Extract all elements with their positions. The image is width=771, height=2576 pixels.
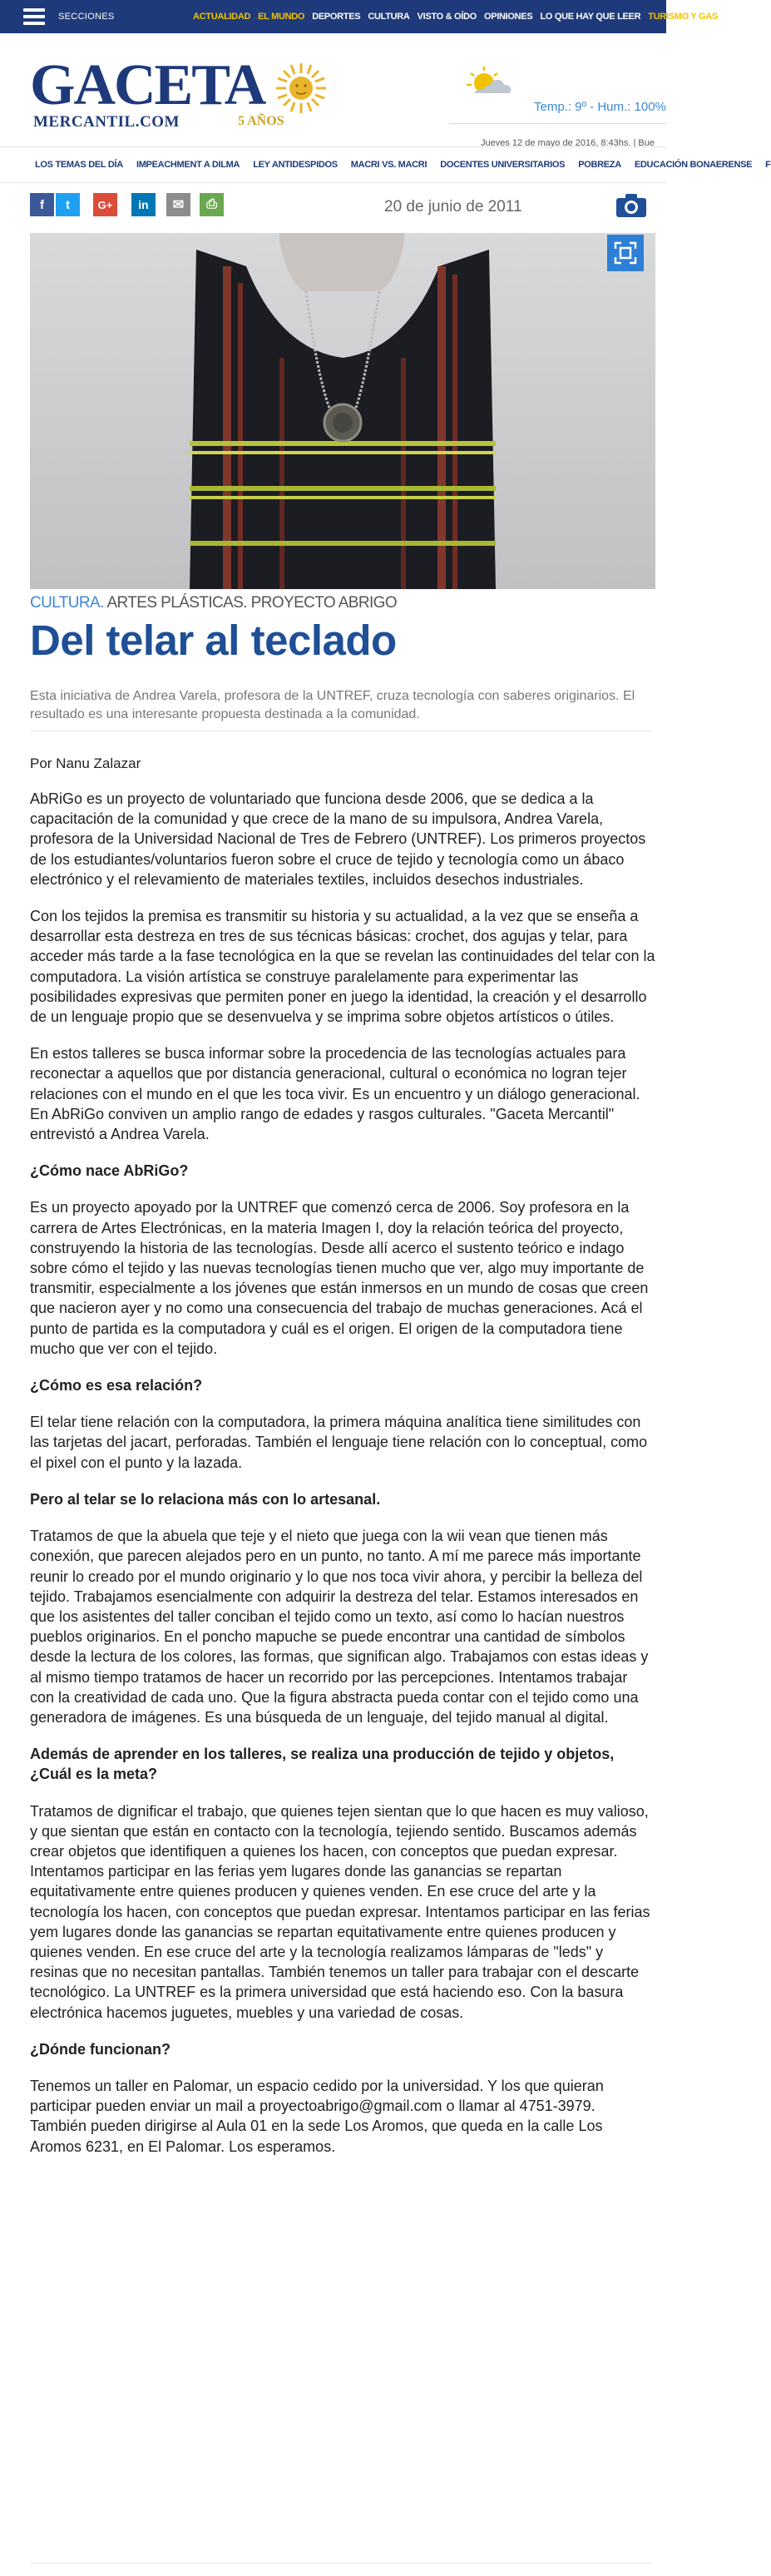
article-author: Por Nanu Zalazar [30, 755, 141, 771]
top-nav-link[interactable]: CULTURA [368, 12, 410, 22]
facebook-share-button[interactable] [30, 193, 54, 216]
body-paragraph: Tratamos de que la abuela que teje y el nieto que juega con la wii vean que tienen más conexión, que parecen alejados pero en un punto, no tanto. A mí me parece más importante reunir lo creado por el mundo originario y lo que nos toca vivir ahora, y percibir la belleza del tejido. Trabajamos esencialmente con adquirir la destreza del telar. Estamos interesados en que los asistentes del taller conciban el tejido como un texto, así como lo hacían nuestros pueblos originarios. En el poncho mapuche se puede encontrar una cantidad de símbolos desde la lectura de los colores, las formas, que significan algo. Trabajamos con estas ideas y al mismo tiempo tratamos de hacer un recorrido por las percepciones. Intentamos trabajar con la creatividad de cada uno. Que la figura abstracta pueda contar con el tejido como una generadora de imágenes. Es una búsqueda de un lenguaje, del tejido manual al digital. [30, 1528, 649, 1726]
facebook-icon: f [40, 197, 44, 212]
logo-anniversary: 5 AÑOS [238, 114, 284, 128]
category-link[interactable]: CULTURA. [30, 594, 104, 612]
linkedin-share-button[interactable] [131, 193, 156, 216]
top-nav [193, 0, 725, 33]
partly-sunny-icon [466, 65, 512, 95]
top-nav-link[interactable]: LO QUE HAY QUE LEER [540, 12, 641, 22]
top-nav-link[interactable]: ACTUALIDAD [193, 12, 251, 22]
topic-link[interactable]: LEY ANTIDESPIDOS [253, 160, 338, 170]
print-button[interactable] [200, 193, 224, 216]
secciones-label[interactable]: SECCIONES [58, 12, 115, 22]
article-tags[interactable]: ARTES PLÁSTICAS. PROYECTO ABRIGO [103, 594, 398, 612]
body-paragraph: En estos talleres se busca informar sobre la procedencia de las tecnologías actuales para reconectar a aquellos que por distancia generacional, cultural o económica no logran tejer relaciones con el mundo en el que les toca vivir. Es un encuentro y un diálogo generacional. En AbRiGo conviven un amplio rango de edades y rasgos culturales. "Gaceta Mercantil" entrevistó a Andrea Varela. [30, 1045, 640, 1143]
interview-question: Pero al telar se lo relaciona más con lo artesanal. [30, 1490, 381, 1508]
top-bar [0, 0, 718, 33]
twitter-share-button[interactable] [56, 193, 80, 216]
interview-question: ¿Dónde funcionan? [30, 2040, 171, 2058]
top-nav-link[interactable]: DEPORTES [312, 12, 361, 22]
topic-link[interactable]: POBREZA [578, 160, 621, 170]
twitter-icon: t [66, 197, 70, 212]
interview-question: ¿Cómo es esa relación? [30, 1377, 203, 1395]
top-nav-link[interactable]: VISTO & OÍDO [417, 12, 477, 22]
share-bar [30, 193, 655, 223]
topic-link[interactable]: DOCENTES UNIVERSITARIOS [440, 160, 566, 170]
interview-question: Además de aprender en los talleres, se realiza una producción de tejido y objetos, ¿Cuál es la meta? [30, 1746, 615, 1783]
body-paragraph: El telar tiene relación con la computadora, la primera máquina analítica tiene similitudes con las tarjetas del jacart, perforadas. También el lenguaje tiene relación con lo conceptual, como el pixel con el punto y la lazada. [30, 1414, 648, 1471]
email-icon: ✉ [172, 198, 185, 212]
linkedin-icon: in [138, 198, 149, 211]
camera-icon[interactable] [615, 193, 647, 218]
woven-dress-photo [30, 233, 655, 589]
hero-image [30, 233, 655, 589]
topics-nav [0, 146, 771, 183]
sun-logo-icon [274, 62, 328, 115]
topic-link[interactable]: IMPEACHMENT A DILMA [136, 160, 240, 170]
fullscreen-icon[interactable] [607, 235, 644, 271]
top-nav-link[interactable]: EL MUNDO [258, 12, 305, 22]
article-subtitle: Esta iniciativa de Andrea Varela, profesora de la UNTREF, cruza tecnología con saberes originarios. El resultado es una interesante propuesta destinada a la comunidad. [30, 689, 635, 721]
email-share-button[interactable] [166, 193, 190, 216]
weather-divider [449, 123, 666, 124]
top-nav-link[interactable]: OPINIONES [483, 12, 533, 22]
current-date: Jueves 12 de mayo de 2016, 8:43hs. | Bue [481, 138, 655, 148]
masthead [0, 33, 666, 146]
interview-question: ¿Cómo nace AbRiGo? [30, 1162, 189, 1180]
article-title: Del telar al teclado [30, 617, 397, 664]
body-paragraph: Es un proyecto apoyado por la UNTREF que comenzó cerca de 2006. Soy profesora en la carrera de Artes Electrónicas, en la materia Imagen I, doy la relación teórica del proyecto, construyendo la historia de las tecnologías. Desde allí acerco el sustento teórico e indago sobre cómo el tejido y las nuevas tecnologías tienen mucho que ver, algo muy importante de transmitir, especialmente a los jóvenes que están inmersos en un mundo de cosas que creen que nacieron ayer y no como una consecuencia del trabajo de muchas generaciones. Acá el punto de partida es la computadora y cuál es el origen. El origen de la computadora tiene mucho que ver con el tejido. [30, 1199, 649, 1357]
publication-date: 20 de junio de 2011 [384, 198, 522, 215]
bottom-divider [30, 2563, 652, 2564]
logo-title[interactable]: GACETA [30, 53, 265, 117]
logo-subtitle[interactable]: MERCANTIL.COM [33, 113, 180, 131]
topic-link[interactable]: MACRI VS. MACRI [350, 160, 428, 170]
topic-link[interactable]: LOS TEMAS DEL DÍA [35, 160, 123, 170]
weather-text: Temp.: 9º - Hum.: 100% [534, 100, 666, 114]
body-paragraph: Tratamos de dignificar el trabajo, que quienes tejen sientan que lo que hacen es muy valioso, y que sientan que están en contacto con la tecnología, tejiendo sentido. Buscamos además crear objetos que identifiquen a quienes los hacen, con conceptos que puedan expresar. Intentamos participar en las ferias yem lugares donde las ganancias se repartan equitativamente entre quienes producen y quienes venden. En ese cruce del arte y la tecnología los hacen, con conceptos que puedan expresar. Intentamos participar en las ferias yem lugares donde las ganancias se repartan equitativamente entre quienes producen y quienes venden. En ese cruce del arte y la tecnología realizamos lámparas de "leds" y resinas que no necesitan pantallas. También tenemos un taller para trabajar con el descarte tecnológico. La UNTREF es la primera universidad que está haciendo eso. Con la basura electrónica hacemos juguetes, muebles y una variedad de cosas. [30, 1802, 650, 2021]
article-body [30, 749, 655, 2173]
body-paragraph: Con los tejidos la premisa es transmitir su historia y su actualidad, a la vez que se enseña a desarrollar esta destreza en tres de sus técnicas básicas: crochet, dos agujas y telar, para acceder más tarde a la fase tecnológica en la que se revelan las continuidades del telar con la computadora. La visión artística se construye paralelamente para experimentar las posibilidades expresivas que permiten poner en juego la identidad, la creación y el desarrollo de un lenguaje propio que se desenvuelva y se imprima sobre objetos artísticos o útiles. [30, 908, 655, 1026]
topic-link[interactable]: F [765, 160, 771, 170]
body-paragraph: AbRiGo es un proyecto de voluntariado que funciona desde 2006, que se dedica a la capacitación de la comunidad y que crece de la mano de su impulsora, Andrea Varela, profesora de la Universidad Nacional de Tres de Febrero (UNTREF). Los primeros proyectos de los estudiantes/voluntarios fueron sobre el cruce de tejido y tecnología como un ábaco electrónico y el relevamiento de materiales textiles, incluidos desechos industriales. [30, 790, 646, 888]
google-plus-icon: G+ [97, 198, 113, 211]
topic-link[interactable]: EDUCACIÓN BONAERENSE [634, 160, 753, 170]
print-icon: ⎙ [206, 197, 217, 211]
google-plus-share-button[interactable] [93, 193, 117, 216]
body-paragraph: Tenemos un taller en Palomar, un espacio cedido por la universidad. Y los que quieran participar pueden enviar un mail a proyectoabrigo@gmail.com o llamar al 4751-3979. También pueden dirigirse al Aula 01 en la sede Los Aromos, que queda en la calle Los Aromos 6231, en El Palomar. Los esperamos. [30, 2077, 604, 2155]
top-nav-link[interactable]: TURISMO Y GAS [648, 12, 718, 22]
article-kicker [30, 594, 397, 612]
menu-icon[interactable] [23, 8, 45, 25]
